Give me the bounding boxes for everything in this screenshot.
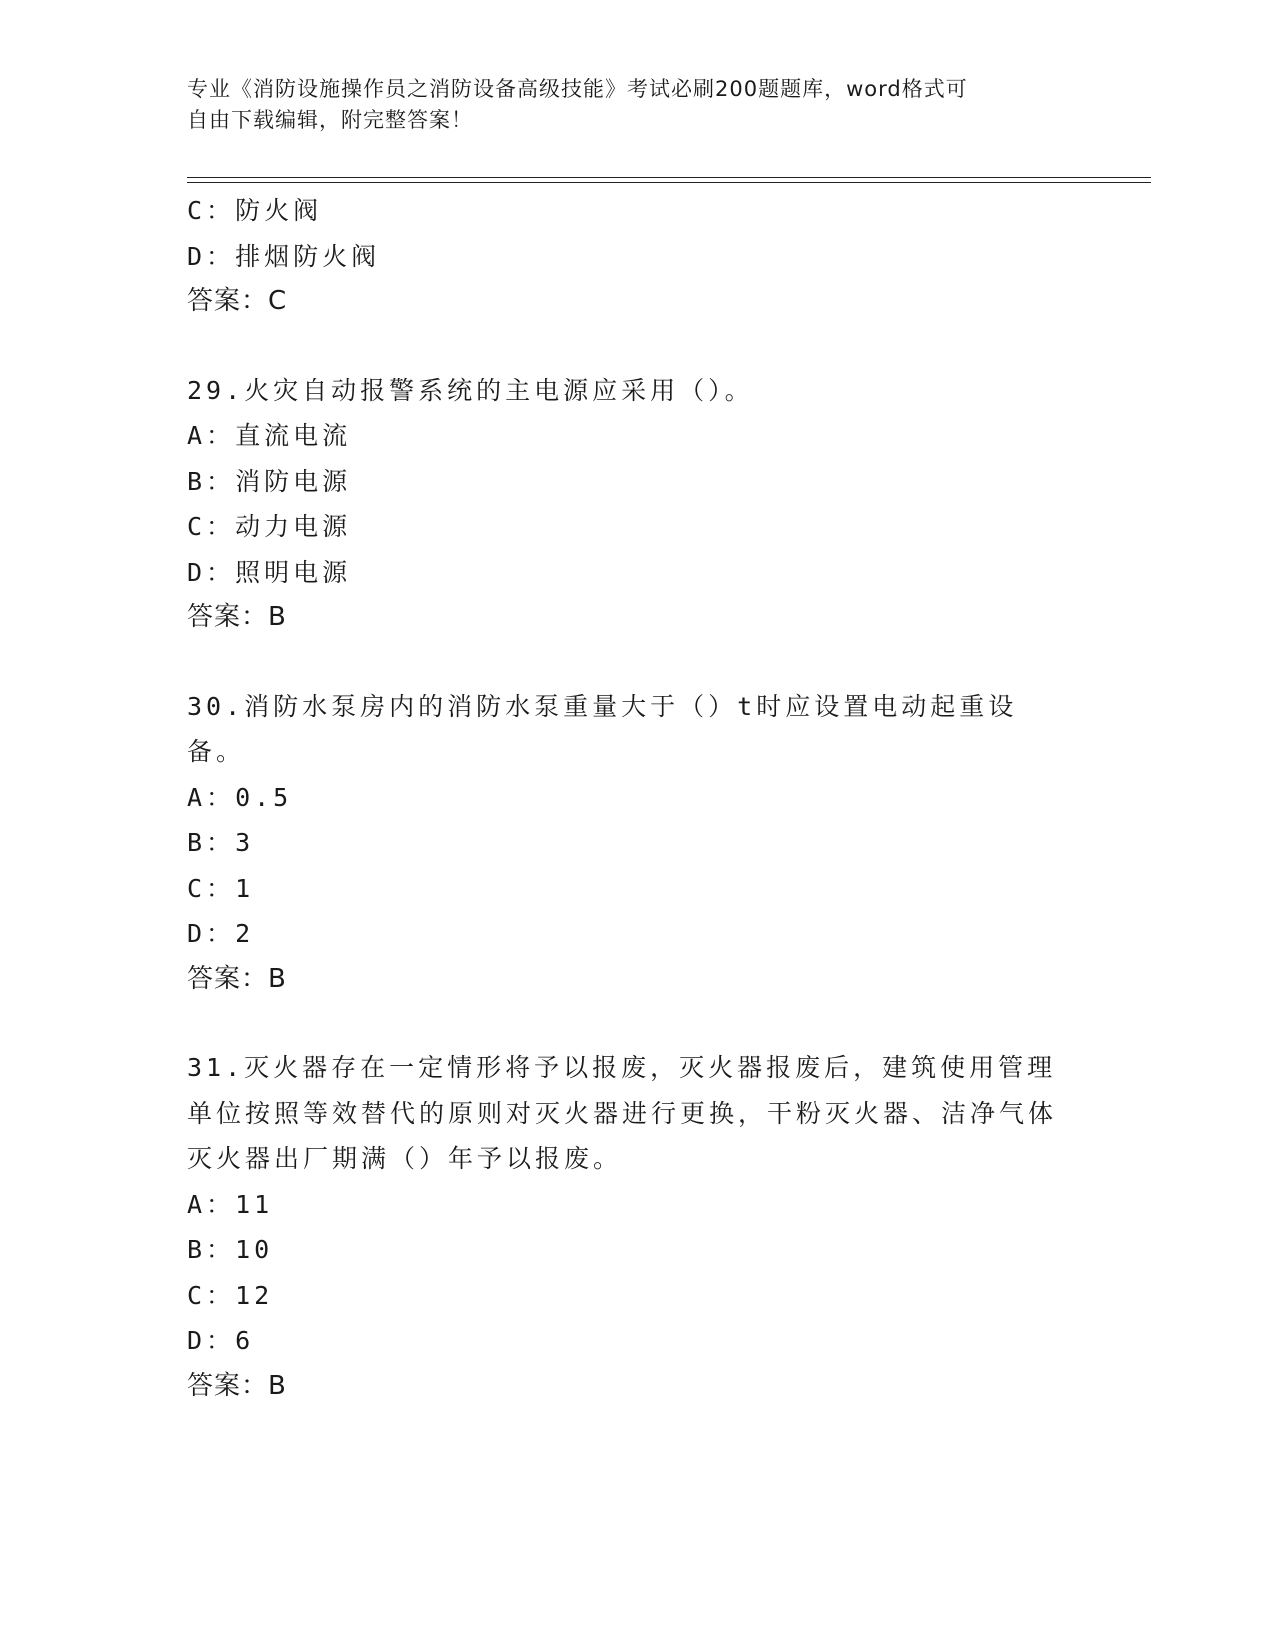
option-b [187, 1227, 1087, 1273]
question-29 [187, 368, 1087, 641]
option-key: B： [187, 466, 236, 496]
option-text: 10 [235, 1235, 274, 1264]
answer-line: 答案：B [187, 1370, 287, 1401]
answer-line: 答案：B [187, 602, 287, 632]
option-c [187, 188, 1087, 234]
header-title-line-1: 专业《消防设施操作员之消防设备高级技能》考试必刷200题题库，word格式可 [187, 77, 968, 101]
header-divider-top [187, 177, 1151, 178]
option-text: 动力电源 [235, 512, 352, 541]
option-text: 消防电源 [235, 466, 352, 496]
option-a [187, 775, 1087, 821]
option-key: D： [187, 241, 236, 271]
option-text: 3 [235, 828, 255, 857]
option-key: D： [187, 1326, 236, 1355]
question-stem: 29.火灾自动报警系统的主电源应采用（）。 [187, 375, 754, 405]
question-30 [187, 684, 1087, 1003]
option-text: 2 [235, 919, 255, 948]
option-text: 12 [235, 1280, 274, 1310]
question-28-continued [187, 188, 1087, 325]
option-c [187, 1273, 1087, 1319]
option-key: B： [187, 828, 236, 857]
document-header [187, 74, 1067, 136]
option-key: D： [187, 557, 236, 587]
option-d [187, 1318, 1087, 1364]
option-text: 排烟防火阀 [235, 241, 381, 271]
option-key: C： [187, 1280, 236, 1310]
option-key: B： [187, 1235, 236, 1264]
option-a [187, 1182, 1087, 1228]
question-stem: 31.灭火器存在一定情形将予以报废，灭火器报废后，建筑使用管理单位按照等效替代的原则对灭火器进行更换，干粉灭火器、洁净气体灭火器出厂期满（）年予以报废。 [187, 1053, 1058, 1173]
question-31 [187, 1045, 1087, 1409]
option-c [187, 866, 1087, 912]
option-d [187, 911, 1087, 957]
header-divider-bottom [187, 182, 1151, 183]
option-b [187, 459, 1087, 505]
question-list [187, 188, 1087, 1409]
header-title-line-2: 自由下载编辑，附完整答案！ [187, 108, 473, 132]
option-c [187, 504, 1087, 550]
option-text: 0.5 [235, 782, 293, 812]
option-text: 1 [235, 873, 255, 903]
option-key: C： [187, 196, 236, 225]
option-text: 防火阀 [235, 196, 323, 225]
option-d [187, 550, 1087, 596]
option-key: A： [187, 782, 236, 812]
option-key: D： [187, 919, 236, 948]
option-text: 照明电源 [235, 557, 352, 587]
option-a [187, 413, 1087, 459]
option-text: 11 [235, 1189, 274, 1219]
option-b [187, 820, 1087, 866]
question-stem: 30.消防水泵房内的消防水泵重量大于（）t时应设置电动起重设备。 [187, 691, 1018, 766]
option-text: 直流电流 [235, 421, 352, 450]
answer-line: 答案：C [187, 286, 288, 316]
option-key: A： [187, 421, 236, 450]
option-text: 6 [235, 1326, 255, 1355]
answer-line: 答案：B [187, 963, 287, 994]
option-key: C： [187, 512, 236, 541]
option-d [187, 234, 1087, 280]
option-key: C： [187, 873, 236, 903]
option-key: A： [187, 1189, 236, 1219]
